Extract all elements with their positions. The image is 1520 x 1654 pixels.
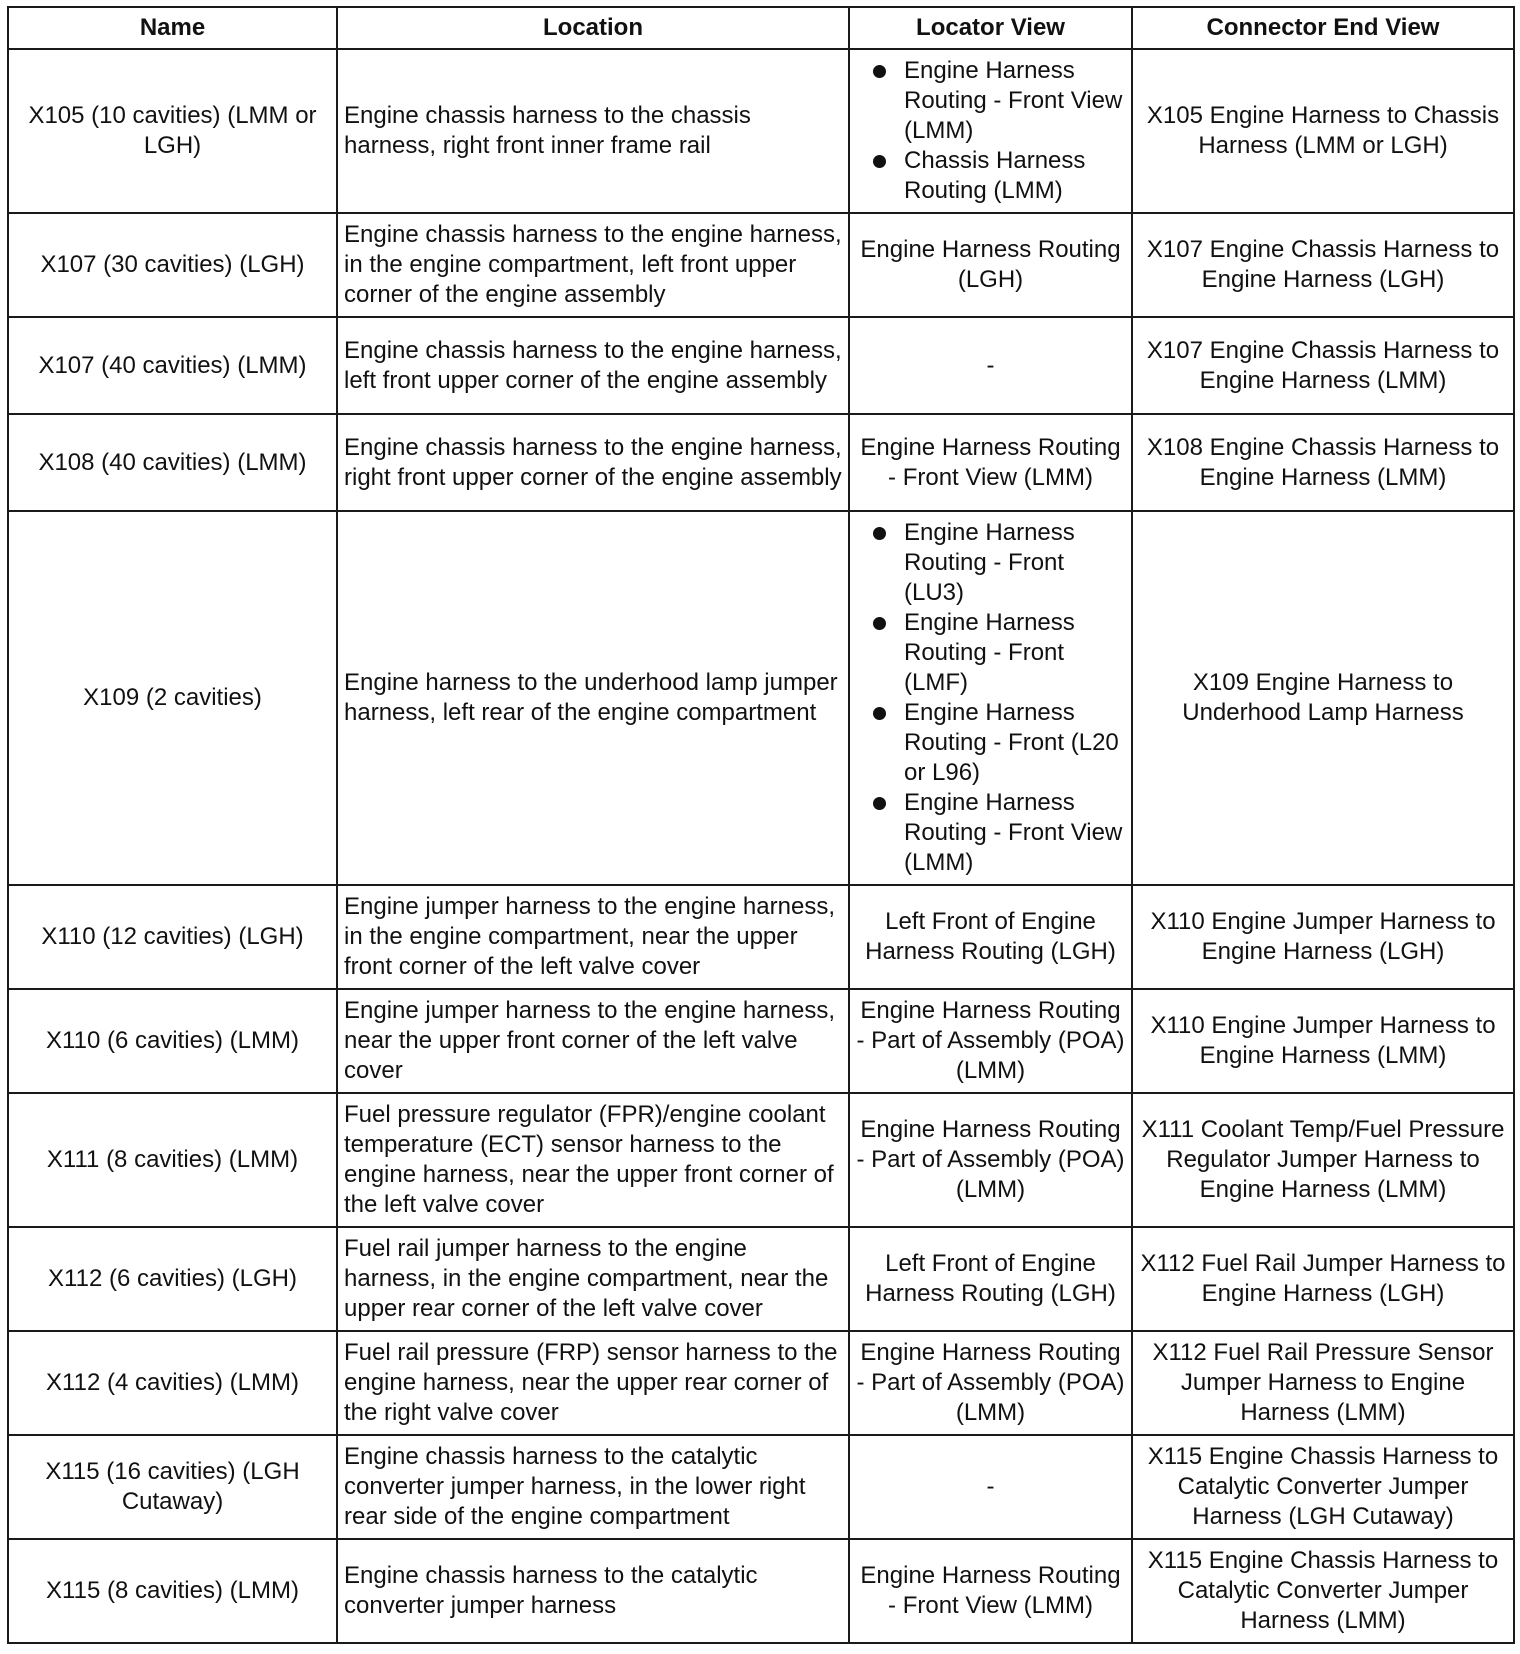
locator-view-cell [849,1539,1132,1643]
locator-view-item: Engine Harness Routing - Front View (LMM) [856,56,1125,146]
header-locator-view: Locator View [849,7,1132,49]
header-location: Location [337,7,849,49]
table-row [8,1093,1514,1227]
connector-location: Fuel pressure regulator (FPR)/engine coolant temperature (ECT) sensor harness to the engine harness, near the upper front corner of the left valve cover [337,1093,849,1227]
connector-name: X110 (6 cavities) (LMM) [8,989,337,1093]
locator-view-list [856,56,1125,206]
table-row [8,511,1514,885]
connector-end-view: X112 Fuel Rail Jumper Harness to Engine Harness (LGH) [1132,1227,1514,1331]
locator-view-cell [849,1331,1132,1435]
connector-location: Engine chassis harness to the engine harness, in the engine compartment, left front upper corner of the engine assembly [337,213,849,317]
connector-end-view: X105 Engine Harness to Chassis Harness (LMM or LGH) [1132,49,1514,213]
locator-view-text: Left Front of Engine Harness Routing (LGH) [865,1250,1116,1307]
table-row [8,1435,1514,1539]
locator-view-cell [849,317,1132,414]
table-row [8,1227,1514,1331]
locator-view-list [856,518,1125,878]
locator-view-text: Engine Harness Routing - Part of Assembly (POA) (LMM) [856,1339,1125,1426]
connector-name: X105 (10 cavities) (LMM or LGH) [8,49,337,213]
locator-view-item: Engine Harness Routing - Front View (LMM) [856,788,1125,878]
header-connector-end-view: Connector End View [1132,7,1514,49]
connector-location: Engine chassis harness to the catalytic converter jumper harness [337,1539,849,1643]
connector-name: X109 (2 cavities) [8,511,337,885]
connector-location: Engine chassis harness to the engine harness, right front upper corner of the engine assembly [337,414,849,511]
connector-location: Fuel rail jumper harness to the engine harness, in the engine compartment, near the upper rear corner of the left valve cover [337,1227,849,1331]
locator-view-text: Engine Harness Routing - Front View (LMM) [860,1562,1121,1619]
connector-name: X110 (12 cavities) (LGH) [8,885,337,989]
locator-view-cell [849,414,1132,511]
connector-end-view: X111 Coolant Temp/Fuel Pressure Regulator Jumper Harness to Engine Harness (LMM) [1132,1093,1514,1227]
connector-end-view: X109 Engine Harness to Underhood Lamp Harness [1132,511,1514,885]
locator-view-cell [849,989,1132,1093]
locator-view-text: Left Front of Engine Harness Routing (LGH) [865,908,1116,965]
connector-location: Engine jumper harness to the engine harness, near the upper front corner of the left valve cover [337,989,849,1093]
connector-location: Engine chassis harness to the chassis harness, right front inner frame rail [337,49,849,213]
connector-name: X115 (8 cavities) (LMM) [8,1539,337,1643]
connector-end-view: X108 Engine Chassis Harness to Engine Harness (LMM) [1132,414,1514,511]
connector-name: X111 (8 cavities) (LMM) [8,1093,337,1227]
connector-name: X112 (4 cavities) (LMM) [8,1331,337,1435]
table-row [8,213,1514,317]
connector-name: X112 (6 cavities) (LGH) [8,1227,337,1331]
locator-view-text: Engine Harness Routing - Part of Assembly (POA) (LMM) [856,1116,1125,1203]
table-row [8,317,1514,414]
connector-location: Fuel rail pressure (FRP) sensor harness to the engine harness, near the upper rear corner of the right valve cover [337,1331,849,1435]
connector-name: X107 (40 cavities) (LMM) [8,317,337,414]
connector-table [7,6,1515,1644]
connector-end-view: X110 Engine Jumper Harness to Engine Harness (LGH) [1132,885,1514,989]
connector-end-view: X107 Engine Chassis Harness to Engine Harness (LMM) [1132,317,1514,414]
table-row [8,885,1514,989]
connector-name: X107 (30 cavities) (LGH) [8,213,337,317]
connector-end-view: X115 Engine Chassis Harness to Catalytic Converter Jumper Harness (LGH Cutaway) [1132,1435,1514,1539]
locator-view-item: Engine Harness Routing - Front (LU3) [856,518,1125,608]
table-row [8,989,1514,1093]
locator-view-cell [849,1093,1132,1227]
table-header-row [8,7,1514,49]
table-row [8,1331,1514,1435]
header-name: Name [8,7,337,49]
table-row [8,414,1514,511]
connector-location: Engine harness to the underhood lamp jumper harness, left rear of the engine compartment [337,511,849,885]
connector-name: X115 (16 cavities) (LGH Cutaway) [8,1435,337,1539]
connector-location: Engine chassis harness to the catalytic converter jumper harness, in the lower right rear side of the engine compartment [337,1435,849,1539]
locator-view-cell [849,213,1132,317]
connector-end-view: X115 Engine Chassis Harness to Catalytic Converter Jumper Harness (LMM) [1132,1539,1514,1643]
locator-view-text: Engine Harness Routing - Front View (LMM) [860,433,1121,491]
connector-name: X108 (40 cavities) (LMM) [8,414,337,511]
connector-location: Engine jumper harness to the engine harness, in the engine compartment, near the upper front corner of the left valve cover [337,885,849,989]
locator-view-item: Engine Harness Routing - Front (LMF) [856,608,1125,698]
table-row [8,49,1514,213]
locator-view-cell [849,885,1132,989]
locator-view-cell [849,1435,1132,1539]
locator-view-text: Engine Harness Routing (LGH) [860,236,1121,293]
connector-location: Engine chassis harness to the engine harness, left front upper corner of the engine assembly [337,317,849,414]
locator-view-cell [849,511,1132,885]
locator-view-cell [849,1227,1132,1331]
table-row [8,1539,1514,1643]
locator-view-item: Engine Harness Routing - Front (L20 or L96) [856,698,1125,788]
locator-view-item: Chassis Harness Routing (LMM) [856,146,1125,206]
connector-end-view: X107 Engine Chassis Harness to Engine Harness (LGH) [1132,213,1514,317]
table-body [8,49,1514,1643]
locator-view-text: - [986,1473,995,1500]
connector-end-view: X110 Engine Jumper Harness to Engine Harness (LMM) [1132,989,1514,1093]
locator-view-cell [849,49,1132,213]
connector-end-view: X112 Fuel Rail Pressure Sensor Jumper Harness to Engine Harness (LMM) [1132,1331,1514,1435]
locator-view-text: Engine Harness Routing - Part of Assembly (POA) (LMM) [856,997,1125,1084]
locator-view-text: - [986,351,995,379]
